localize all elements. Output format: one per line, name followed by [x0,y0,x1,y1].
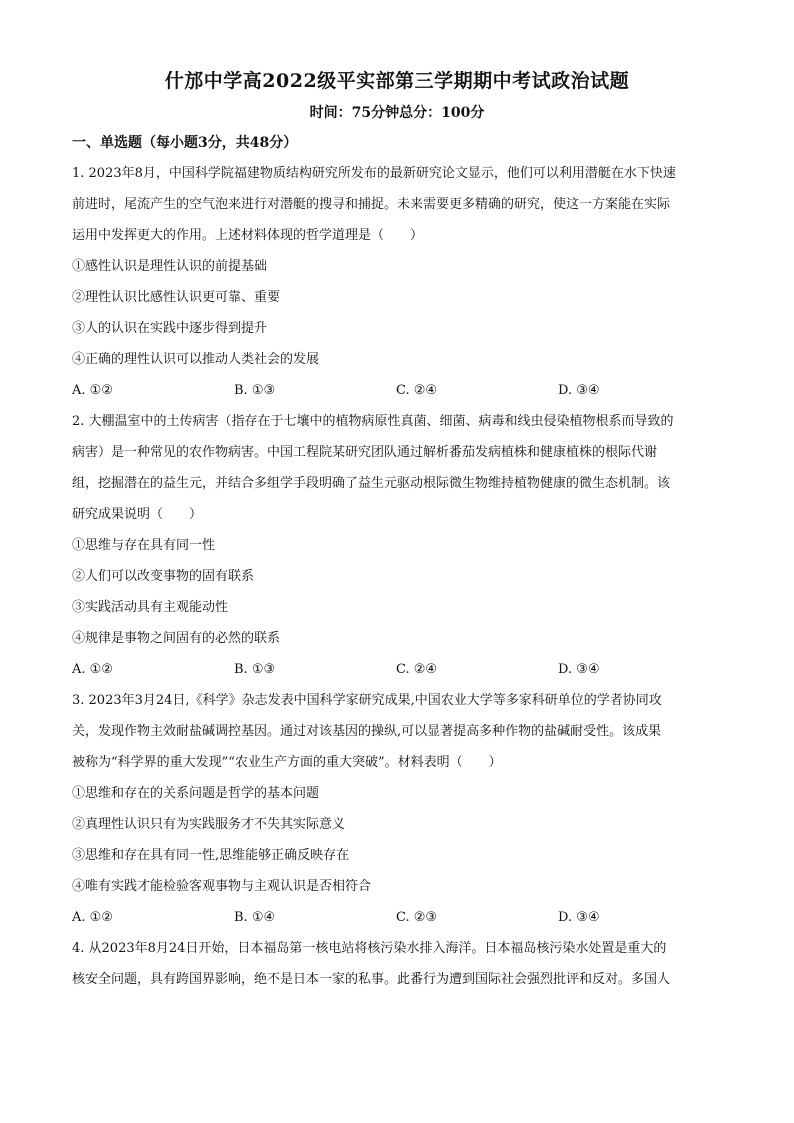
question-text-line: 运用中发挥更大的作用。上述材料体现的哲学道理是（ ） [72,228,424,243]
question-2 [72,406,722,685]
answer-choice-a: A. ①② [72,662,113,677]
question-text-line: 3. 2023年3月24日,《科学》杂志发表中国科学家研究成果,中国农业大学等多家科研单位的学者协同攻 [72,693,662,708]
answer-choices [72,654,722,685]
answer-choice-d: D. ③④ [558,383,600,398]
statement-option: ③人的认识在实践中逐步得到提升 [72,321,268,336]
question-4 [72,933,722,995]
statement-option: ①思维和存在的关系问题是哲学的基本问题 [72,786,320,801]
statement-option: ②真理性认识只有为实践服务才不失其实际意义 [72,817,346,832]
statement-option: ④正确的理性认识可以推动人类社会的发展 [72,352,320,367]
question-text-line: 被称为“科学界的重大发现”“农业生产方面的重大突破”。材料表明（ ） [72,755,502,770]
question-text-line: 组，挖掘潜在的益生元，并结合多组学手段明确了益生元驱动根际微生物维持植物健康的微生态机制。该 [72,476,671,491]
answer-choices [72,375,722,406]
answer-choice-c: C. ②③ [396,910,438,925]
statement-option: ④规律是事物之间固有的必然的联系 [72,631,281,646]
answer-choice-d: D. ③④ [558,662,600,677]
answer-choice-b: B. ①③ [234,383,276,398]
answer-choice-a: A. ①② [72,910,113,925]
statement-option: ①感性认识是理性认识的前提基础 [72,259,268,274]
answer-choices [72,902,722,933]
question-text-line: 4. 从2023年8月24日开始，日本福岛第一核电站将核污染水排入海洋。日本福岛核污染水处置是重大的 [72,941,667,956]
exam-page [72,64,722,995]
statement-option: ②人们可以改变事物的固有联系 [72,569,255,584]
question-text-line: 关，发现作物主效耐盐碱调控基因。通过对该基因的操纵,可以显著提高多种作物的盐碱耐受性。该成果 [72,724,662,739]
statement-option: ②理性认识比感性认识更可靠、重要 [72,290,281,305]
statement-option: ①思维与存在具有同一性 [72,538,216,553]
question-text-line: 前进时，尾流产生的空气泡来进行对潜艇的搜寻和捕捉。未来需要更多精确的研究，使这一方案能在实际 [72,197,671,212]
question-text-line: 研究成果说明（ ） [72,507,203,522]
statement-option: ④唯有实践才能检验客观事物与主观认识是否相符合 [72,879,372,894]
answer-choice-d: D. ③④ [558,910,600,925]
statement-option: ③实践活动具有主观能动性 [72,600,229,615]
question-1 [72,158,722,406]
question-text-line: 病害）是一种常见的农作物病害。中国工程院某研究团队通过解析番茄发病植株和健康植株的根际代谢 [72,445,658,460]
answer-choice-c: C. ②④ [396,383,438,398]
answer-choice-b: B. ①④ [234,910,276,925]
answer-choice-b: B. ①③ [234,662,276,677]
exam-title: 什邡中学高2022级平实部第三学期期中考试政治试题 [164,70,630,92]
question-text-line: 2. 大棚温室中的土传病害（指存在于七壤中的植物病原性真菌、细菌、病毒和线虫侵染植物根系而导致的 [72,414,674,429]
answer-choice-a: A. ①② [72,383,113,398]
question-text-line: 核安全问题，具有跨国界影响，绝不是日本一家的私事。此番行为遭到国际社会强烈批评和反对。多国人 [72,972,671,987]
statement-option: ③思维和存在具有同一性,思维能够正确反映存在 [72,848,350,863]
question-3 [72,685,722,933]
answer-choice-c: C. ②④ [396,662,438,677]
section-heading: 一、单选题（每小题3分，共48分） [72,135,298,151]
exam-subtitle: 时间：75分钟总分：100分 [309,105,485,121]
question-text-line: 1. 2023年8月，中国科学院福建物质结构研究所发布的最新研究论文显示，他们可以利用潜艇在水下快速 [72,166,676,181]
